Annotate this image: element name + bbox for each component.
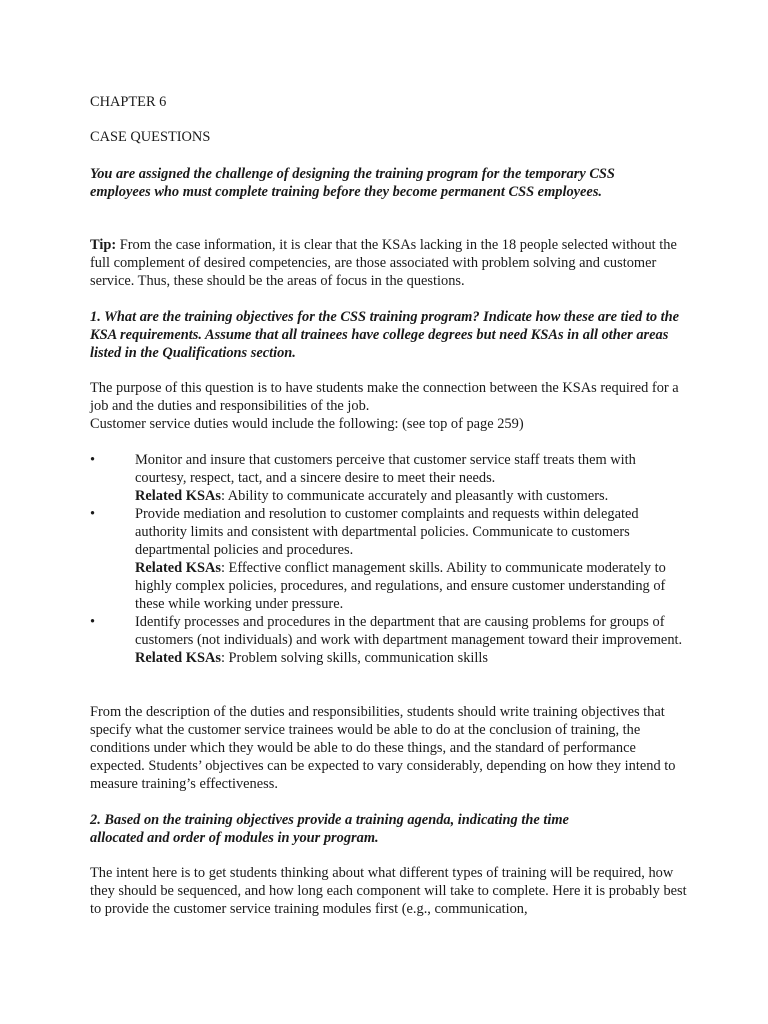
duty-text: Provide mediation and resolution to customer complaints and requests within delegated authority limits and consistent with departmental policies. Communicate to customers departmental policies and procedures. — [135, 506, 639, 558]
question-1-number: 1. — [90, 309, 101, 325]
related-ksas-text: : Effective conflict management skills. Ability to communicate moderately to highly complex policies, procedures, and regulations, and ensure customer understanding of these while working under pressure. — [135, 560, 666, 612]
related-ksas-label: Related KSAs — [135, 650, 221, 666]
question-1 — [90, 308, 680, 362]
tip-paragraph — [90, 236, 680, 290]
answer-1-conclusion: From the description of the duties and responsibilities, students should write training objectives that specify what the customer service trainees would be able to do at the conclusion of training, the conditions under which they would be able to do these things, and the standard of performance expected. Students’ objectives can be expected to vary considerably, depending on how they intend to measure training’s effectiveness. — [90, 704, 676, 792]
list-item — [90, 613, 690, 667]
answer-2: The intent here is to get students thinking about what different types of training will be required, how they should be sequenced, and how long each component will take to complete. Here it is probably best to provide the customer service training modules first (e.g., communication, — [90, 865, 687, 917]
duty-text: Identify processes and procedures in the department that are causing problems for groups of customers (not individuals) and work with department management toward their improvement. — [135, 614, 683, 648]
related-ksas-label: Related KSAs — [135, 488, 221, 504]
duties-list — [90, 451, 690, 667]
section-title: CASE QUESTIONS — [90, 129, 211, 145]
duty-text: Monitor and insure that customers perceive that customer service staff treats them with courtesy, respect, tact, and a sincere desire to meet their needs. — [135, 452, 636, 486]
list-item — [90, 451, 690, 505]
question-1-text: What are the training objectives for the CSS training program? Indicate how these are tied to the KSA requirements. Assume that all trainees have college degrees but need KSAs in all other areas listed in the Qualifications section. — [90, 309, 680, 361]
bullet-icon: • — [90, 506, 96, 522]
list-item — [90, 505, 690, 613]
question-2-text: Based on the training objectives provide a training agenda, indicating the time allocated and order of modules in your program. — [90, 812, 569, 846]
related-ksas-text: : Ability to communicate accurately and pleasantly with customers. — [220, 488, 609, 504]
related-ksas — [135, 649, 690, 667]
answer-1-intro-line-2: Customer service duties would include the following: (see top of page 259) — [90, 416, 524, 432]
bullet-icon: • — [90, 614, 96, 630]
tip-label: Tip: — [90, 237, 117, 253]
assignment-text: You are assigned the challenge of designing the training program for the temporary CSS employees who must complete training before they become permanent CSS employees. — [90, 166, 615, 200]
tip-text: From the case information, it is clear that the KSAs lacking in the 18 people selected without the full complement of desired competencies, are those associated with problem solving and customer service. Thus, these should be the areas of focus in the questions. — [90, 237, 677, 289]
related-ksas — [135, 487, 690, 505]
question-2-number: 2. — [90, 812, 101, 828]
related-ksas-text: : Problem solving skills, communication skills — [220, 650, 488, 666]
related-ksas — [135, 559, 690, 613]
related-ksas-label: Related KSAs — [135, 560, 221, 576]
answer-1-intro-line-1: The purpose of this question is to have students make the connection between the KSAs required for a job and the duties and responsibilities of the job. — [90, 380, 679, 414]
bullet-icon: • — [90, 452, 96, 468]
answer-1-intro — [90, 379, 690, 433]
chapter-heading: CHAPTER 6 — [90, 94, 167, 110]
question-2 — [90, 811, 620, 847]
